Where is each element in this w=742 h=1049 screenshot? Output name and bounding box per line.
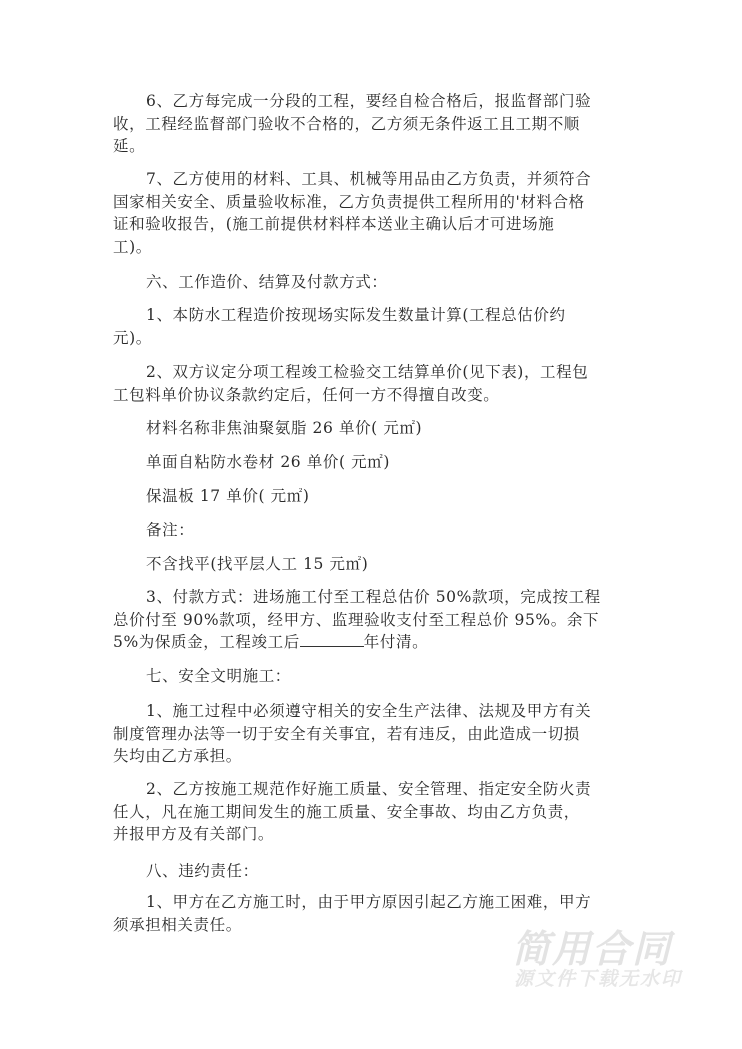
text-segment: 年付清。 [363, 633, 429, 651]
text-line: 须承担相关责任。 [113, 915, 242, 934]
text-line: 1、施工过程中必须遵守相关的安全生产法律、法规及甲方有关 [146, 702, 592, 720]
text-line: 2、乙方按施工规范作好施工质量、安全管理、指定安全防火责 [146, 780, 592, 798]
text-line [113, 631, 613, 654]
section-heading-7 [113, 665, 613, 688]
text-line: 总价付至 90%款项，经甲方、监理验收支付至工程总价 95%。余下 [113, 610, 600, 629]
section-heading-6 [113, 271, 613, 294]
section-heading-8 [113, 860, 613, 883]
text-line: 并报甲方及有关部门。 [113, 825, 275, 843]
paragraph-safety-2 [113, 778, 613, 846]
text-line: 3、付款方式：进场施工付至工程总估价 50%款项，完成按工程 [146, 588, 601, 606]
blank-underline [300, 632, 364, 647]
heading-text: 七、安全文明施工： [146, 667, 291, 685]
watermark-subtitle: 源文件下载无水印 [514, 968, 683, 990]
heading-text: 八、违约责任： [146, 862, 259, 880]
material-price-line-1 [113, 417, 613, 440]
paragraph-safety-1 [113, 700, 613, 768]
text-line: 1、本防水工程造价按现场实际发生数量计算(工程总估价约 [146, 306, 566, 324]
paragraph-item-7 [113, 168, 613, 258]
text-line: 制度管理办法等一切于安全有关事宜，若有违反，由此造成一切损 [113, 724, 580, 743]
text-line: 备注： [146, 521, 195, 539]
paragraph-payment-3 [113, 586, 613, 654]
remark-label [113, 519, 613, 542]
text-line: 工包料单价协议条款约定后，任何一方不得擅自改变。 [113, 385, 500, 404]
text-line: 元)。 [113, 328, 152, 347]
text-line: 7、乙方使用的材料、工具、机械等用品由乙方负责，并须符合 [146, 170, 592, 188]
text-line: 2、双方议定分项工程竣工检验交工结算单价(见下表)，工程包 [146, 363, 589, 381]
heading-text: 六、工作造价、结算及付款方式： [146, 273, 388, 291]
paragraph-item-6 [113, 90, 613, 158]
text-line: 延。 [113, 137, 146, 155]
paragraph-price-1 [113, 304, 613, 349]
material-price-line-2 [113, 451, 613, 474]
paragraph-price-2 [113, 361, 613, 406]
watermark-logo: 简用合同 [512, 927, 673, 971]
text-line: 6、乙方每完成一分段的工程，要经自检合格后，报监督部门验 [146, 92, 592, 110]
material-price-line-3 [113, 485, 613, 508]
text-line: 国家相关安全、质量验收标准，乙方负责提供工程所用的'材料合格 [113, 192, 585, 211]
text-line: 失均由乙方承担。 [113, 747, 242, 765]
text-line: 不含找平(找平层人工 15 元㎡) [146, 555, 369, 573]
text-line: 收，工程经监督部门验收不合格的，乙方须无条件返工且工期不顺 [113, 114, 580, 133]
text-line: 材料名称非焦油聚氨脂 26 单价( 元㎡) [146, 419, 423, 437]
text-line: 证和验收报告，(施工前提供材料样本送业主确认后才可进场施 [113, 215, 555, 233]
text-line: 工)。 [113, 237, 152, 256]
text-line: 保温板 17 单价( 元㎡) [146, 487, 310, 505]
remark-text [113, 553, 613, 576]
text-segment: 5%为保质金，工程竣工后 [113, 633, 300, 651]
text-line: 任人，凡在施工期间发生的施工质量、安全事故、均由乙方负责， [113, 802, 580, 821]
text-line: 单面自粘防水卷材 26 单价( 元㎡) [146, 453, 390, 471]
text-line: 1、甲方在乙方施工时，由于甲方原因引起乙方施工困难，甲方 [146, 893, 592, 911]
